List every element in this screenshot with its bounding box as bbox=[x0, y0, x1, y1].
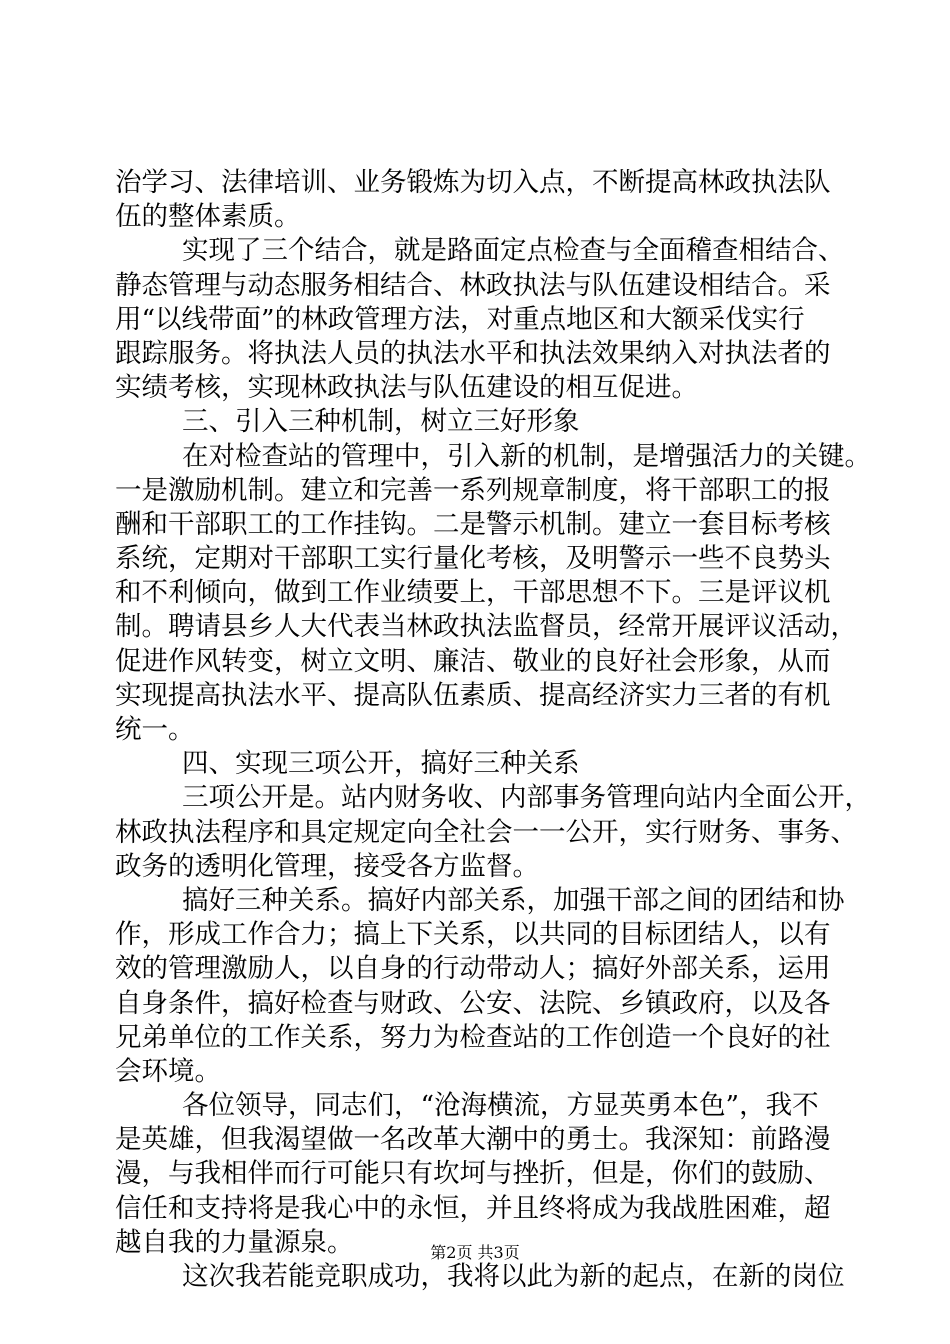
text-line: 酬和干部职工的工作挂钩。二是警示机制。建立一套目标考核 bbox=[115, 508, 831, 540]
text-line: 促进作风转变，树立文明、廉洁、敬业的良好社会形象，从而 bbox=[115, 645, 831, 677]
text-line: 搞好三种关系。搞好内部关系，加强干部之间的团结和协 bbox=[182, 884, 845, 916]
text-line: 跟踪服务。将执法人员的执法水平和执法效果纳入对执法者的 bbox=[115, 337, 831, 369]
text-line: 作，形成工作合力；搞上下关系，以共同的目标团结人，以有 bbox=[115, 919, 831, 951]
text-line: 三、引入三种机制，树立三好形象 bbox=[182, 406, 580, 438]
text-line: 四、实现三项公开，搞好三种关系 bbox=[182, 748, 580, 780]
text-line: 制。聘请县乡人大代表当林政执法监督员，经常开展评议活动， bbox=[115, 611, 857, 643]
text-line: 系统，定期对干部职工实行量化考核，及明警示一些不良势头 bbox=[115, 543, 831, 575]
text-line: 实现提高执法水平、提高队伍素质、提高经济实力三者的有机 bbox=[115, 679, 831, 711]
page-footer bbox=[0, 1240, 950, 1263]
text-line: 各位领导，同志们，“沧海横流，方显英勇本色”，我不 bbox=[182, 1090, 819, 1122]
text-line: 信任和支持将是我心中的永恒，并且终将成为我战胜困难，超 bbox=[115, 1192, 831, 1224]
text-line: 实绩考核，实现林政执法与队伍建设的相互促进。 bbox=[115, 372, 698, 404]
text-line: 三项公开是。站内财务收、内部事务管理向站内全面公开， bbox=[182, 782, 871, 814]
text-line: 是英雄，但我渴望做一名改革大潮中的勇士。我深知：前路漫 bbox=[115, 1124, 831, 1156]
text-line: 会环境。 bbox=[115, 1055, 221, 1087]
document-body bbox=[115, 166, 871, 1294]
text-line: 林政执法程序和具定规定向全社会一一公开，实行财务、事务、 bbox=[115, 816, 857, 848]
text-line: 统一。 bbox=[115, 714, 195, 745]
text-line: 用“以线带面”的林政管理方法，对重点地区和大额采伐实行 bbox=[115, 303, 805, 335]
page-number-label: 第2页 共3页 bbox=[430, 1243, 520, 1262]
text-line: 越自我的力量源泉。 bbox=[115, 1226, 354, 1258]
text-line: 自身条件，搞好检查与财政、公安、法院、乡镇政府，以及各 bbox=[115, 987, 831, 1019]
text-line: 伍的整体素质。 bbox=[115, 201, 301, 233]
text-line: 兄弟单位的工作关系，努力为检查站的工作创造一个良好的社 bbox=[115, 1021, 831, 1053]
text-line: 实现了三个结合，就是路面定点检查与全面稽查相结合、 bbox=[182, 235, 845, 267]
text-line: 一是激励机制。建立和完善一系列规章制度，将干部职工的报 bbox=[115, 474, 831, 506]
text-line: 治学习、法律培训、业务锻炼为切入点，不断提高林政执法队 bbox=[115, 167, 831, 198]
text-line: 在对检查站的管理中，引入新的机制，是增强活力的关键。 bbox=[182, 440, 871, 472]
text-line: 这次我若能竞职成功，我将以此为新的起点，在新的岗位 bbox=[182, 1261, 845, 1292]
text-line: 政务的透明化管理，接受各方监督。 bbox=[115, 850, 539, 882]
text-line: 效的管理激励人，以自身的行动带动人；搞好外部关系，运用 bbox=[115, 953, 831, 985]
text-line: 漫，与我相伴而行可能只有坎坷与挫折，但是，你们的鼓励、 bbox=[115, 1158, 831, 1190]
text-line: 和不利倾向，做到工作业绩要上，干部思想不下。三是评议机 bbox=[115, 577, 831, 609]
text-line: 静态管理与动态服务相结合、林政执法与队伍建设相结合。采 bbox=[115, 269, 831, 301]
